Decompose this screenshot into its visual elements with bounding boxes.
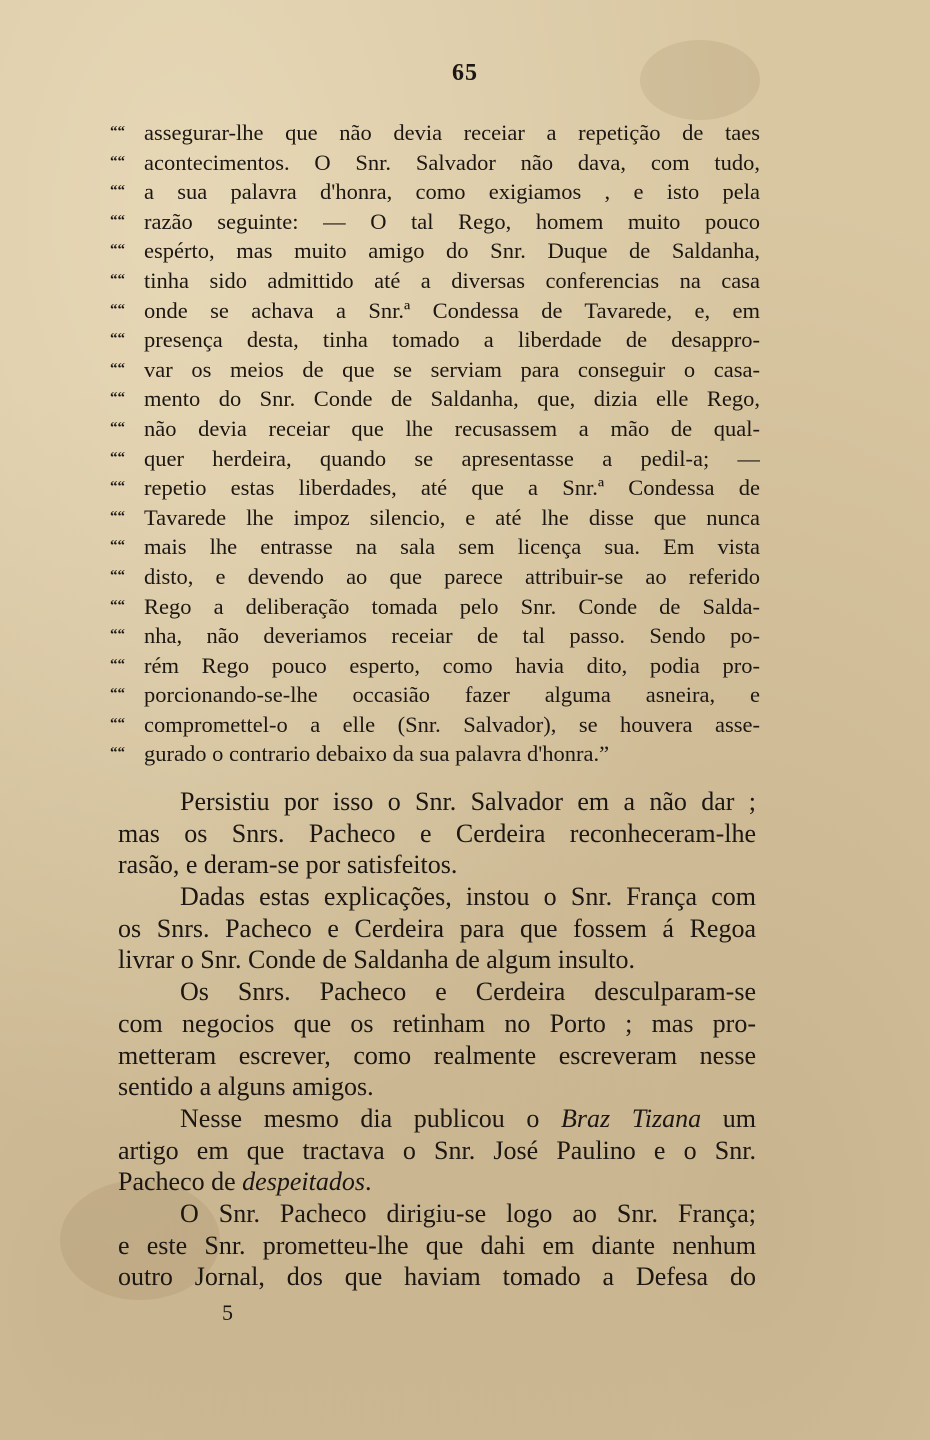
quote-mark: ““ xyxy=(110,745,125,762)
quote-mark: ““ xyxy=(110,715,125,732)
quote-line-text: não devia receiar que lhe recusassem a mão de qual- xyxy=(144,415,760,441)
quote-mark: ““ xyxy=(110,567,125,584)
quote-mark: ““ xyxy=(110,301,125,318)
quote-mark: ““ xyxy=(110,656,125,673)
quote-line-text: Tavarede lhe impoz silencio, e até lhe disse que nunca xyxy=(144,504,760,530)
body-line: mas os Snrs. Pacheco e Cerdeira reconheceram-lhe xyxy=(118,818,756,848)
quote-line-text: Rego a deliberação tomada pelo Snr. Conde de Salda- xyxy=(144,593,760,619)
quote-mark: ““ xyxy=(110,271,125,288)
quote-line xyxy=(110,325,760,355)
quote-line-text: nha, não deveriamos receiar de tal passo. Sendo po- xyxy=(144,623,760,649)
body-text xyxy=(118,786,756,1293)
quote-mark: ““ xyxy=(110,331,125,348)
quote-line xyxy=(110,503,760,533)
quote-mark: ““ xyxy=(110,449,125,466)
quote-mark: ““ xyxy=(110,419,125,436)
quote-line xyxy=(110,384,760,414)
body-line: os Snrs. Pacheco e Cerdeira para que fossem á Regoa xyxy=(118,913,756,943)
quote-line-text: quer herdeira, quando se apresentasse a pedil-a; — xyxy=(144,445,760,471)
body-line: Nesse mesmo dia publicou o Braz Tizana um xyxy=(180,1103,756,1133)
quote-line-text: razão seguinte: — O tal Rego, homem muito pouco xyxy=(144,208,760,234)
quote-line xyxy=(110,473,760,503)
quote-line-text: espérto, mas muito amigo do Snr. Duque de Saldanha, xyxy=(144,238,760,264)
quote-mark: ““ xyxy=(110,627,125,644)
quote-line xyxy=(110,296,760,326)
quote-mark: ““ xyxy=(110,183,125,200)
quote-mark: ““ xyxy=(110,242,125,259)
quote-line xyxy=(110,266,760,296)
quote-line-text: a sua palavra d'honra, como exigiamos , e isto pela xyxy=(144,179,760,205)
signature-mark: 5 xyxy=(222,1300,233,1325)
quote-line xyxy=(110,207,760,237)
quoted-passage xyxy=(110,118,760,769)
quote-line xyxy=(110,118,760,148)
quote-line-text: var os meios de que se serviam para conseguir o casa- xyxy=(144,356,760,382)
body-line: com negocios que os retinham no Porto ; mas pro- xyxy=(118,1008,756,1038)
page-number: 65 xyxy=(452,60,478,86)
body-line: metteram escrever, como realmente escreveram nesse xyxy=(118,1040,756,1070)
quote-mark: ““ xyxy=(110,686,125,703)
quote-line xyxy=(110,177,760,207)
quote-line xyxy=(110,444,760,474)
quote-line-text: tinha sido admittido até a diversas conferencias na casa xyxy=(144,267,760,293)
quote-line xyxy=(110,532,760,562)
body-line: sentido a alguns amigos. xyxy=(118,1072,374,1102)
body-line: O Snr. Pacheco dirigiu-se logo ao Snr. França; xyxy=(180,1198,756,1228)
quote-line-text: assegurar-lhe que não devia receiar a repetição de taes xyxy=(144,120,760,145)
quote-line xyxy=(110,739,760,769)
quote-line xyxy=(110,562,760,592)
quote-line-text: mento do Snr. Conde de Saldanha, que, dizia elle Rego, xyxy=(144,386,760,412)
quote-line-text: onde se achava a Snr.ª Condessa de Tavarede, e, em xyxy=(144,297,760,323)
body-line: artigo em que tractava o Snr. José Paulino e o Snr. xyxy=(118,1135,756,1165)
body-line: Dadas estas explicações, instou o Snr. França com xyxy=(180,882,756,912)
quote-line xyxy=(110,592,760,622)
quote-line-text: porcionando-se-lhe occasião fazer alguma asneira, e xyxy=(144,682,760,708)
quote-mark: ““ xyxy=(110,538,125,555)
quote-line-text: rém Rego pouco esperto, como havia dito, podia pro- xyxy=(144,652,760,678)
body-line: Persistiu por isso o Snr. Salvador em a não dar ; xyxy=(180,787,756,816)
body-line: Os Snrs. Pacheco e Cerdeira desculparam-se xyxy=(180,977,756,1007)
quote-line xyxy=(110,414,760,444)
quote-mark: ““ xyxy=(110,360,125,377)
quote-line-text: mais lhe entrasse na sala sem licença sua. Em vista xyxy=(144,534,760,560)
body-line: outro Jornal, dos que haviam tomado a Defesa do xyxy=(118,1262,756,1292)
quote-line xyxy=(110,710,760,740)
quote-mark: ““ xyxy=(110,479,125,496)
quote-line xyxy=(110,148,760,178)
quote-mark: ““ xyxy=(110,212,125,229)
body-line: livrar o Snr. Conde de Saldanha de algum insulto. xyxy=(118,945,636,975)
body-line: rasão, e deram-se por satisfeitos. xyxy=(118,850,458,880)
quote-line-text: gurado o contrario debaixo da sua palavra d'honra.” xyxy=(144,741,610,767)
quote-mark: ““ xyxy=(110,508,125,525)
body-line: e este Snr. prometteu-lhe que dahi em diante nenhum xyxy=(118,1230,756,1260)
quote-line xyxy=(110,355,760,385)
quote-mark: ““ xyxy=(110,124,125,140)
quote-mark: ““ xyxy=(110,390,125,407)
quote-line xyxy=(110,680,760,710)
quote-line-text: compromettel-o a elle (Snr. Salvador), se houvera asse- xyxy=(144,711,760,737)
quote-line-text: repetio estas liberdades, até que a Snr.ª Condessa de xyxy=(144,475,760,501)
quote-line-text: presença desta, tinha tomado a liberdade de desappro- xyxy=(144,327,760,353)
quote-line xyxy=(110,621,760,651)
quote-line xyxy=(110,236,760,266)
quote-line xyxy=(110,651,760,681)
quote-line-text: disto, e devendo ao que parece attribuir-se ao referido xyxy=(144,563,760,589)
quote-mark: ““ xyxy=(110,153,125,170)
quote-mark: ““ xyxy=(110,597,125,614)
body-line: Pacheco de despeitados. xyxy=(118,1167,372,1197)
quote-line-text: acontecimentos. O Snr. Salvador não dava, com tudo, xyxy=(144,149,760,175)
